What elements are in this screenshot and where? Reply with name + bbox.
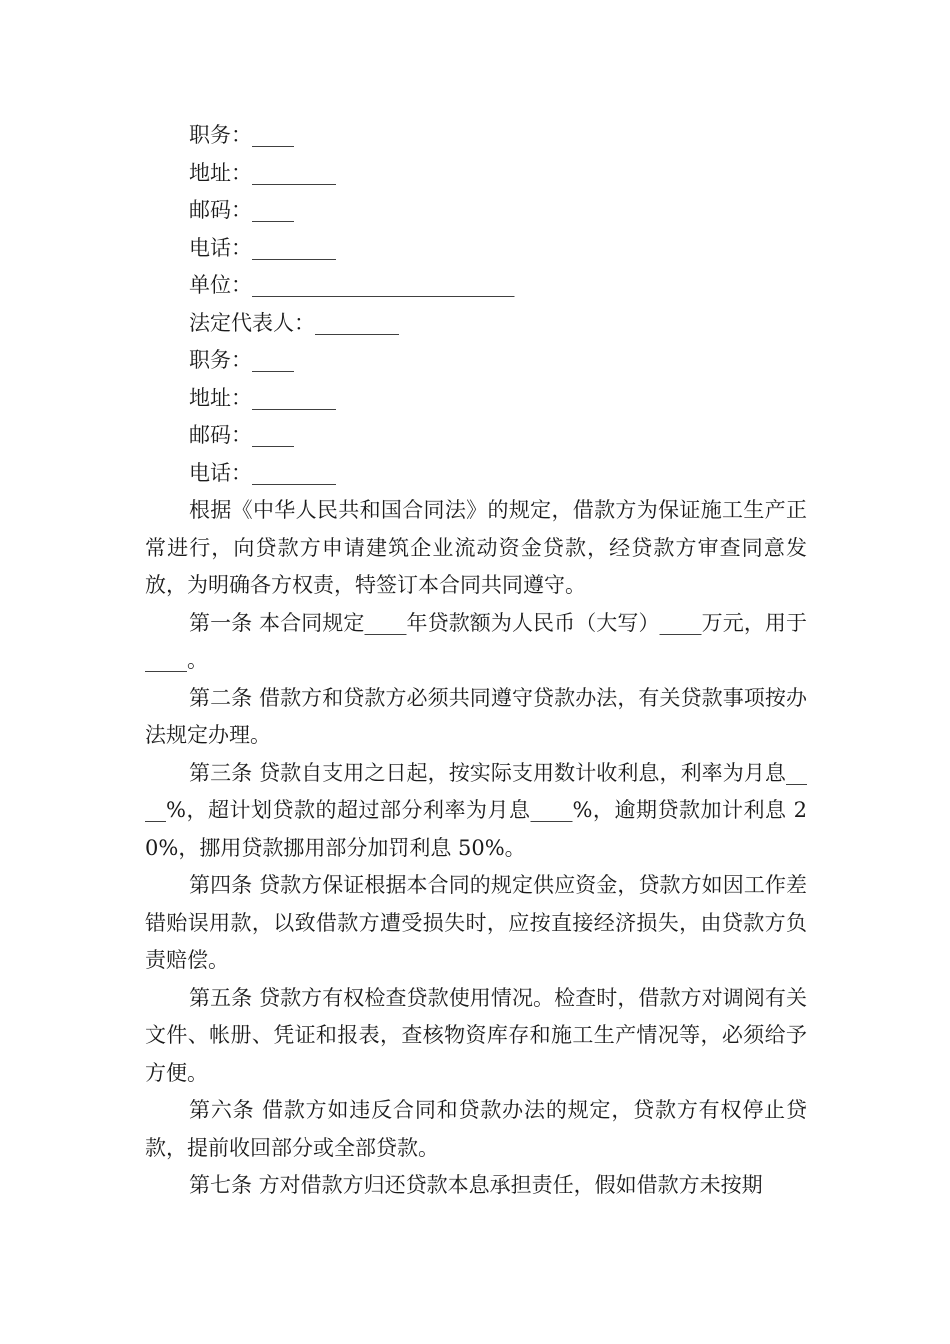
field-postcode-2 — [145, 417, 807, 455]
paragraph-text: 根据《中华人民共和国合同法》的规定，借款方为保证施工生产正常进行，向贷款方申请建筑企业流动资金贷款，经贷款方审查同意发放，为明确各方权责，特签订本合同共同遵守。 — [145, 498, 807, 597]
paragraph-text: 第三条 贷款自支用之日起，按实际支用数计收利息，利率为月息____%，超计划贷款的超过部分利率为月息____%，逾期贷款加计利息 20%，挪用贷款挪用部分加罚利息 50%。 — [145, 760, 807, 860]
paragraph-text: 第六条 借款方如违反合同和贷款办法的规定，贷款方有权停止贷款，提前收回部分或全部贷款。 — [145, 1098, 807, 1160]
field-phone-1 — [145, 230, 807, 268]
field-address-2 — [145, 380, 807, 418]
field-text: 地址：________ — [189, 385, 336, 410]
field-phone-2 — [145, 455, 807, 493]
field-text: 电话：________ — [189, 235, 336, 260]
field-text: 法定代表人：________ — [189, 310, 399, 335]
field-text: 地址：________ — [189, 160, 336, 185]
paragraph-article-2 — [145, 680, 807, 755]
field-unit — [145, 267, 807, 305]
field-text: 电话：________ — [189, 460, 336, 485]
paragraph-text: 第五条 贷款方有权检查贷款使用情况。检查时，借款方对调阅有关文件、帐册、凭证和报表，查核物资库存和施工生产情况等，必须给予方便。 — [145, 985, 807, 1085]
field-text: 邮码：____ — [189, 423, 294, 447]
field-postcode-1 — [145, 192, 807, 230]
field-text: 职务：____ — [189, 123, 294, 147]
field-position-2 — [145, 342, 807, 380]
field-text: 单位：_________________________ — [189, 273, 515, 297]
paragraph-article-6 — [145, 1092, 807, 1167]
document-body — [145, 117, 807, 1205]
field-text: 邮码：____ — [189, 198, 294, 222]
paragraph-text: 第二条 借款方和贷款方必须共同遵守贷款办法，有关贷款事项按办法规定办理。 — [145, 685, 807, 747]
paragraph-article-5 — [145, 980, 807, 1093]
paragraph-text: 第四条 贷款方保证根据本合同的规定供应资金，贷款方如因工作差错贻误用款，以致借款方遭受损失时，应按直接经济损失，由贷款方负责赔偿。 — [145, 873, 807, 972]
field-legal-representative — [145, 305, 807, 343]
field-text: 职务：____ — [189, 348, 294, 372]
field-position-1 — [145, 117, 807, 155]
paragraph-text: 第七条 方对借款方归还贷款本息承担责任，假如借款方未按期 — [189, 1173, 763, 1197]
field-address-1 — [145, 155, 807, 193]
paragraph-article-4 — [145, 867, 807, 980]
paragraph-article-7 — [145, 1167, 807, 1205]
paragraph-article-1 — [145, 605, 807, 680]
paragraph-text: 第一条 本合同规定____年贷款额为人民币（大写）____万元，用于____。 — [145, 610, 807, 672]
paragraph-article-3 — [145, 755, 807, 868]
paragraph-preamble — [145, 492, 807, 605]
